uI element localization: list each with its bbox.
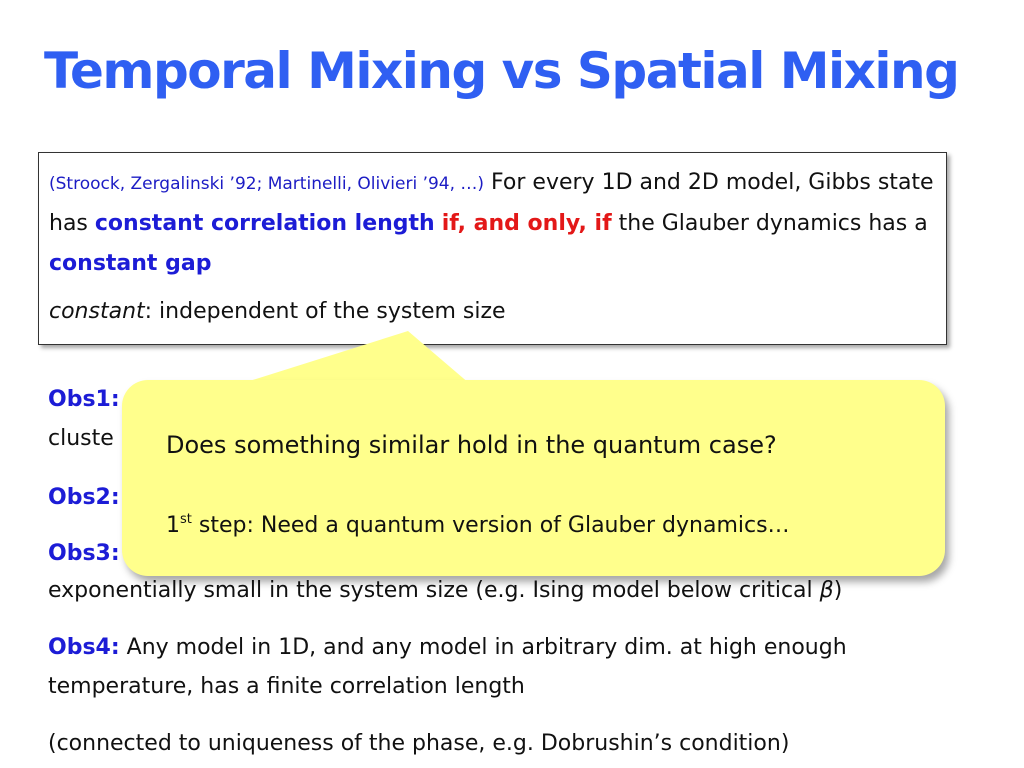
theorem-text-1: For every 1D and 2D model, Gibbs state has	[49, 170, 934, 236]
obs4-label: Obs4:	[48, 635, 120, 660]
obs1-line-2: cluste	[48, 426, 114, 451]
obs3-beta: β	[819, 578, 834, 603]
highlight-iff: if, and only, if	[441, 211, 612, 236]
callout-question: Does something similar hold in the quantum case?	[166, 431, 777, 459]
obs3-line-2	[48, 571, 998, 610]
citation: (Stroock, Zergalinski ’92; Martinelli, Olivieri ’94, …)	[49, 174, 485, 194]
obs3-close: )	[833, 578, 843, 603]
callout-step	[166, 510, 790, 542]
definition-text: : independent of the system size	[144, 299, 506, 324]
theorem-text-2	[435, 211, 442, 236]
theorem-box	[38, 152, 947, 345]
theorem-text-3: the Glauber dynamics has a	[611, 211, 928, 236]
step-text: step: Need a quantum version of Glauber dynamics…	[191, 513, 790, 538]
obs4-line	[48, 628, 998, 667]
obs4-text: Any model in 1D, and any model in arbitrary dim. at high enough	[119, 635, 847, 660]
definition-term: constant	[49, 299, 145, 324]
step-superscript: st	[180, 512, 192, 527]
step-number: 1	[166, 513, 180, 538]
obs1-label: Obs1:	[48, 387, 120, 412]
highlight-constant-gap: constant gap	[49, 251, 212, 276]
obs5-line: (connected to uniqueness of the phase, e.g. Dobrushin’s condition)	[48, 731, 790, 756]
obs4-line-2: temperature, has a finite correlation length	[48, 674, 525, 699]
obs2-label: Obs2:	[48, 485, 120, 510]
theorem-statement	[49, 163, 936, 284]
highlight-correlation-length: constant correlation length	[94, 211, 435, 236]
callout-bubble	[122, 380, 945, 576]
obs3-label: Obs3:	[48, 541, 120, 566]
definition	[49, 292, 936, 332]
obs3-text: exponentially small in the system size (e.g. Ising model below critical	[48, 578, 820, 603]
slide-title: Temporal Mixing vs Spatial Mixing	[44, 42, 959, 100]
